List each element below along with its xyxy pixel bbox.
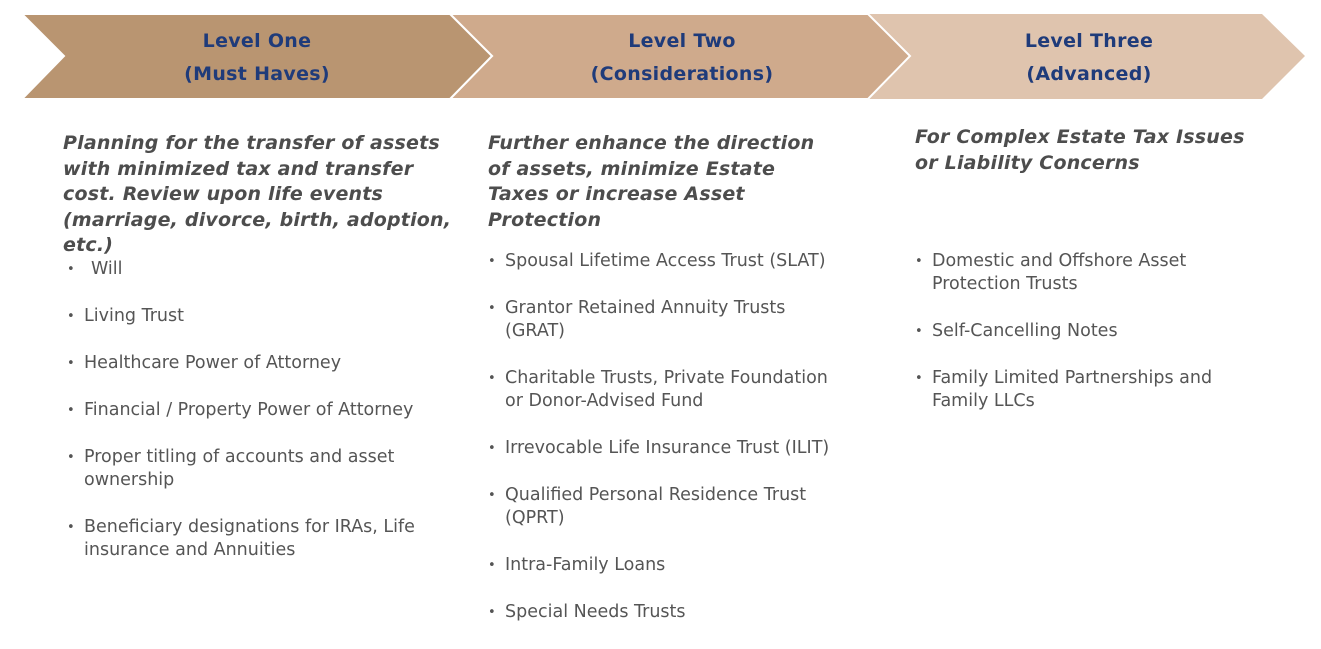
list-item: • Grantor Retained Annuity Trusts (GRAT) <box>488 297 848 343</box>
level-three-title: Level Three <box>1024 30 1154 52</box>
level-one-title: Level One <box>202 30 312 52</box>
level-one-list <box>67 258 467 586</box>
level-two-title: Level Two <box>628 30 736 52</box>
level-two-list <box>488 250 848 648</box>
list-item: • Living Trust <box>67 305 467 328</box>
list-item: • Special Needs Trusts <box>488 601 848 624</box>
list-item: • Beneficiary designations for IRAs, Life insurance and Annuities <box>67 516 444 562</box>
list-item: • Intra-Family Loans <box>488 554 848 577</box>
list-item: • Financial / Property Power of Attorney <box>67 399 467 422</box>
level-three-heading <box>890 24 1288 92</box>
list-item: • Charitable Trusts, Private Foundation or Donor-Advised Fund <box>488 367 848 413</box>
list-item: • Family Limited Partnerships and Family LLCs <box>915 367 1232 413</box>
level-two-subtitle: (Considerations) <box>590 63 774 85</box>
list-item: • Proper titling of accounts and asset ownership <box>67 446 424 492</box>
level-two-description: Further enhance the direction of assets, minimize Estate Taxes or increase Asset Protection <box>488 132 815 231</box>
level-three-list <box>915 250 1245 437</box>
list-item: • Will <box>67 258 467 281</box>
list-item: • Healthcare Power of Attorney <box>67 352 467 375</box>
list-item: • Irrevocable Life Insurance Trust (ILIT) <box>488 437 848 460</box>
level-two-heading <box>480 24 884 92</box>
level-three-subtitle: (Advanced) <box>1026 63 1152 85</box>
level-one-subtitle: (Must Haves) <box>184 63 330 85</box>
list-item: • Spousal Lifetime Access Trust (SLAT) <box>488 250 848 273</box>
level-three-description: For Complex Estate Tax Issues or Liability Concerns <box>915 126 1245 174</box>
list-item: • Qualified Personal Residence Trust (QPRT) <box>488 484 848 530</box>
level-one-heading <box>64 24 450 92</box>
list-item: • Domestic and Offshore Asset Protection Trusts <box>915 250 1222 296</box>
level-one-description: Planning for the transfer of assets with minimized tax and transfer cost. Review upon life events (marriage, divorce, birth, adoption, etc.) <box>63 132 452 256</box>
list-item: • Self-Cancelling Notes <box>915 320 1245 343</box>
